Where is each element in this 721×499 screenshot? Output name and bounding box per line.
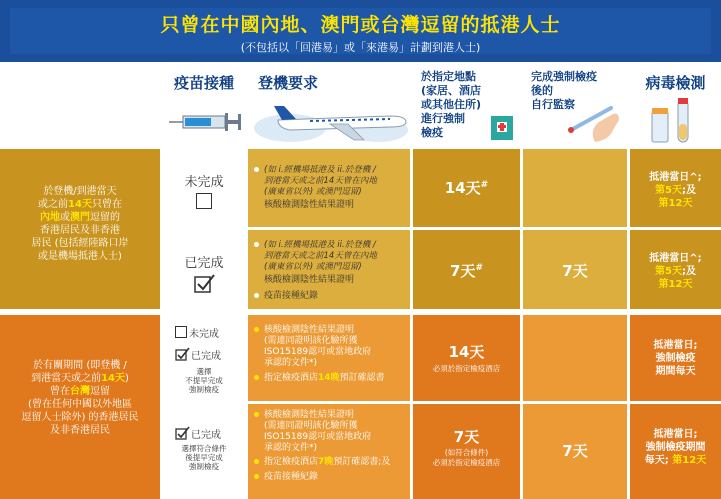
- sb-r2-testing: [630, 428, 721, 467]
- quarantine-title-line-1: 於指定地點: [421, 70, 476, 83]
- sa-desc-line-1: 於登機/到港當天: [43, 186, 117, 197]
- column-title-quarantine: [421, 70, 481, 140]
- section-b-description-cell: [0, 315, 160, 499]
- sa-r2-note-line-1: (如 i.經機場抵港及 ii.於登機 /: [264, 240, 376, 250]
- sa-desc-text-1: 或之前: [38, 199, 69, 210]
- header-blank: [0, 66, 160, 146]
- sb-desc-line-4: (曾在任何中國以外地區: [28, 399, 132, 410]
- sb-r2-quarantine-note: [413, 448, 520, 468]
- sb-r1-item2-nights: 14晚: [318, 373, 340, 383]
- sb-r2-item1-line-4: 承認的文件*): [264, 443, 318, 453]
- sa-r1-vaccine-status: 未完成: [184, 175, 224, 190]
- checked-box-icon: [175, 426, 191, 440]
- unchecked-box-icon: [196, 193, 212, 209]
- sb-r1-testing: [630, 339, 721, 378]
- sa-r1-boarding-item: 核酸檢測陰性結果證明: [264, 200, 355, 210]
- sa-r2-monitoring-cell: [523, 230, 627, 309]
- sb-r1-vaccine-b: [175, 347, 221, 362]
- sb-r2-boarding-content: [254, 410, 408, 483]
- column-header-monitoring: [523, 66, 627, 146]
- page-title: [0, 10, 721, 37]
- checked-box-icon: [193, 272, 217, 294]
- column-title-vaccine: 疫苗接種: [173, 74, 234, 92]
- sb-r1-testing-cell: [630, 315, 721, 401]
- sb-r2-boarding-cell: [248, 404, 410, 499]
- sb-r2-vaccine-label: 已完成: [191, 430, 221, 441]
- sb-r1-test-line-3: 期間每天: [655, 366, 696, 377]
- section-a-description: [6, 185, 154, 263]
- sa-r1-note-line-2: 到港當天或之前14天曾在內地: [264, 176, 377, 186]
- sb-r2-note-line-2: 後提早完成: [185, 453, 223, 462]
- sb-r1-note-line-1: 選擇: [196, 367, 212, 376]
- sb-desc-line-6: 及非香港居民: [50, 425, 110, 436]
- sa-r2-boarding-item-1: 核酸檢測陰性結果證明: [264, 275, 355, 285]
- sb-r2-item1-line-3: ISO15189認可或當地政府: [264, 432, 372, 442]
- sa-desc-line-5: 居民 (包括經陸路口岸: [31, 238, 129, 249]
- airplane-icon: [250, 94, 410, 146]
- sa-desc-line-4: 香港居民及非香港: [40, 225, 120, 236]
- sb-r2-item3-label: 疫苗接種紀錄: [264, 472, 319, 482]
- sb-r1-item2-pre: 指定檢疫酒店: [264, 373, 319, 383]
- sa-r2-quarantine-cell: [413, 230, 520, 309]
- monitoring-title-line-1: 完成強制檢疫: [531, 70, 597, 83]
- sb-r1-boarding-item-1: [254, 325, 408, 369]
- sb-desc-line-1: 於有關期間 (即登機 /: [33, 360, 127, 371]
- sb-desc-paren: ): [125, 373, 129, 384]
- sb-desc-taiwan: 台灣: [70, 386, 90, 397]
- sa-r2-test-day5: 第5天: [655, 266, 682, 277]
- sb-r1-item1-line-2: (需連同證明該化驗所獲: [264, 336, 358, 346]
- bullet-icon: [254, 375, 259, 380]
- sa-r2-test-line-1: 抵港當日^;: [649, 253, 702, 264]
- monitoring-title-line-2: 後的: [531, 84, 553, 97]
- sb-r1-boarding-item-2: [254, 373, 408, 384]
- sa-r2-quarantine-days: 7天: [450, 262, 476, 280]
- sb-r2-quarantine-note-1: (如符合條件): [444, 448, 489, 457]
- sb-r2-item2-pre: 指定檢疫酒店: [264, 457, 319, 467]
- sb-r2-item1-line-1: 核酸檢測陰性結果證明: [264, 410, 355, 420]
- sa-desc-14days: 14天: [68, 199, 92, 210]
- sa-desc-line-3: [6, 211, 154, 224]
- sa-r1-test-day5: 第5天: [655, 185, 682, 196]
- column-header-quarantine: [413, 66, 520, 146]
- bullet-icon: [254, 474, 259, 479]
- title-part-1: 只曾在中國內地、: [160, 14, 321, 36]
- sa-r2-monitoring: 7天: [562, 262, 588, 280]
- sb-r1-quarantine-days: 14天: [448, 343, 485, 361]
- page-subtitle: (不包括以「回港易」或「來港易」計劃到港人士): [240, 41, 481, 54]
- column-header-vaccine: [163, 66, 245, 146]
- sb-r2-item2-post: 預訂確認書;及: [333, 457, 391, 467]
- sa-r1-test-and: ;及: [681, 185, 696, 196]
- sb-r2-vaccine-note: [163, 444, 245, 471]
- sa-r1-test-day12: 第12天: [658, 198, 693, 209]
- sa-r1-quarantine: [413, 177, 520, 198]
- sb-r1-quarantine-cell: [413, 315, 520, 401]
- sb-r2-quarantine-note-2: 必須於指定檢疫酒店: [432, 458, 501, 467]
- quarantine-title-line-3: 或其他住所): [421, 98, 482, 111]
- sa-desc-mainland: 內地: [40, 212, 60, 223]
- sa-r2-boarding-cell: [248, 230, 410, 309]
- header-banner: [0, 0, 721, 62]
- thermometer-hand-icon: [565, 100, 625, 144]
- sb-r1-item1-line-3: ISO15189認可或當地政府: [264, 347, 372, 357]
- sa-r1-quarantine-cell: [413, 149, 520, 227]
- sb-r2-note-line-3: 強制檢疫: [189, 462, 219, 471]
- sa-desc-macao: 澳門: [70, 212, 90, 223]
- hotel-icon: [489, 112, 515, 142]
- sa-desc-or: 或: [60, 212, 70, 223]
- quarantine-title-line-5: 檢疫: [421, 126, 443, 139]
- sa-r1-note-line-3: (廣東省以外) 或澳門逗留): [264, 187, 362, 197]
- sb-r1-test-line-2: 強制檢疫: [655, 353, 696, 364]
- sa-r2-boarding-note: [254, 240, 406, 273]
- sa-r2-test-day12: 第12天: [658, 279, 693, 290]
- sa-r2-vaccine-status: 已完成: [184, 256, 224, 271]
- sb-desc-14days: 14天: [101, 373, 125, 384]
- sa-r1-boarding-note: [254, 165, 406, 198]
- sa-r2-boarding-content: [254, 240, 406, 302]
- unchecked-box-icon: [175, 326, 187, 338]
- sb-r2-vaccine-cell: [163, 404, 245, 499]
- sa-r2-testing-cell: [630, 230, 721, 309]
- checked-box-icon: [175, 347, 191, 361]
- sb-r1-item2-post: 預訂確認書: [339, 373, 385, 383]
- sb-r1-note-line-3: 強制檢疫: [189, 385, 219, 394]
- sa-r1-note-line-1: (如 i.經機場抵港及 ii.於登機 /: [264, 165, 376, 175]
- column-header-testing: [630, 66, 721, 146]
- sb-desc-text-1: 到港當天或之前: [31, 373, 102, 384]
- title-part-3: 的抵港人士: [460, 14, 561, 36]
- section-a-description-cell: [0, 149, 160, 309]
- section-b-description: [4, 359, 156, 437]
- sb-r2-vaccine: [175, 426, 221, 441]
- sb-r1-vaccine-a-label: 未完成: [189, 329, 219, 340]
- sb-r1-vaccine-cell: [163, 315, 245, 401]
- sb-r1-quarantine-note: 必須於指定檢疫酒店: [432, 364, 501, 373]
- sa-r1-quarantine-mark: #: [480, 180, 489, 190]
- sb-r2-test-line-1: 抵港當日;: [653, 429, 698, 440]
- sa-r2-note-line-2: 到港當天或之前14天曾在內地: [264, 251, 377, 261]
- sb-r1-monitoring-cell: [523, 315, 627, 401]
- sb-r2-test-line-3: 每天;: [644, 455, 669, 466]
- sb-r1-vaccine-note: [163, 367, 245, 394]
- sa-r2-test-and: ;及: [681, 266, 696, 277]
- sa-r1-vaccine-cell: [163, 149, 245, 227]
- bullet-icon: [254, 327, 259, 332]
- sb-r2-boarding-item-2: [254, 457, 408, 468]
- sb-r2-test-line-2: 強制檢疫期間: [645, 442, 706, 453]
- sb-r1-boarding-cell: [248, 315, 410, 401]
- sa-r1-quarantine-days: 14天: [444, 179, 481, 197]
- sb-r1-vaccine-b-label: 已完成: [191, 351, 221, 362]
- bullet-icon: [254, 459, 259, 464]
- sb-r2-test-day12: 第12天: [672, 455, 707, 466]
- sa-r2-quarantine: [413, 260, 520, 281]
- sa-r1-test-line-1: 抵港當日^;: [649, 172, 702, 183]
- sb-r2-monitoring: 7天: [562, 442, 588, 460]
- sa-desc-text-3: 逗留的: [90, 212, 120, 223]
- sa-desc-line-6: 或是機場抵港人士): [38, 251, 122, 262]
- sb-r2-quarantine-days: 7天: [453, 428, 480, 446]
- bullet-icon: [254, 167, 259, 172]
- test-tube-icon: [646, 96, 706, 146]
- quarantine-title-line-2: (家居、酒店: [421, 84, 482, 97]
- quarantine-title-line-4: 進行強制: [421, 112, 465, 125]
- sb-r2-monitoring-cell: [523, 404, 627, 499]
- sb-r1-item1-line-1: 核酸檢測陰性結果證明: [264, 325, 355, 335]
- sa-desc-line-2: [6, 198, 154, 211]
- bullet-icon: [254, 293, 259, 298]
- column-header-boarding: [248, 66, 410, 146]
- monitoring-title-line-3: 自行監察: [531, 98, 575, 111]
- bullet-icon: [254, 242, 259, 247]
- sb-r2-boarding-item-1: [254, 410, 408, 454]
- sa-r1-boarding-cell: [248, 149, 410, 227]
- sa-r2-boarding-item-2: 疫苗接種紀錄: [264, 291, 319, 301]
- sa-r1-testing-cell: [630, 149, 721, 227]
- sa-r2-vaccine-cell: [163, 230, 245, 309]
- sb-r2-item2-nights: 7晚: [318, 457, 334, 467]
- sa-r1-testing: [630, 171, 721, 210]
- sa-r2-note-line-3: (廣東省以外) 或澳門逗留): [264, 262, 362, 272]
- column-title-testing: 病毒檢測: [645, 74, 706, 92]
- sa-r2-quarantine-mark: #: [475, 263, 483, 273]
- sb-desc-line-5: 逗留人士除外) 的香港居民: [21, 412, 139, 423]
- syringe-icon: [165, 100, 245, 140]
- sa-r1-monitoring-cell: [523, 149, 627, 227]
- column-title-boarding: 登機要求: [258, 74, 319, 92]
- sb-r2-boarding-item-3: [254, 472, 408, 483]
- sa-desc-text-2: 只曾在: [91, 199, 122, 210]
- sb-r2-item1-line-2: (需連同證明該化驗所獲: [264, 421, 358, 431]
- sb-r1-test-line-1: 抵港當日;: [653, 340, 698, 351]
- sb-r1-note-line-2: 不提早完成: [185, 376, 223, 385]
- title-part-2: 澳門或台灣逗留: [320, 14, 461, 36]
- sa-r1-boarding-content: [254, 165, 406, 211]
- bullet-icon: [254, 412, 259, 417]
- sb-desc-text-2: 曾在: [50, 386, 70, 397]
- sb-r1-vaccine-a: [175, 325, 219, 340]
- sb-r2-quarantine-cell: [413, 404, 520, 499]
- sb-r1-boarding-content: [254, 325, 408, 384]
- sb-r1-item1-line-4: 承認的文件*): [264, 358, 318, 368]
- sb-r2-testing-cell: [630, 404, 721, 499]
- sb-r2-note-line-1: 選擇符合條件: [181, 444, 227, 453]
- sa-r2-testing: [630, 252, 721, 291]
- sb-desc-text-3: 逗留: [90, 386, 110, 397]
